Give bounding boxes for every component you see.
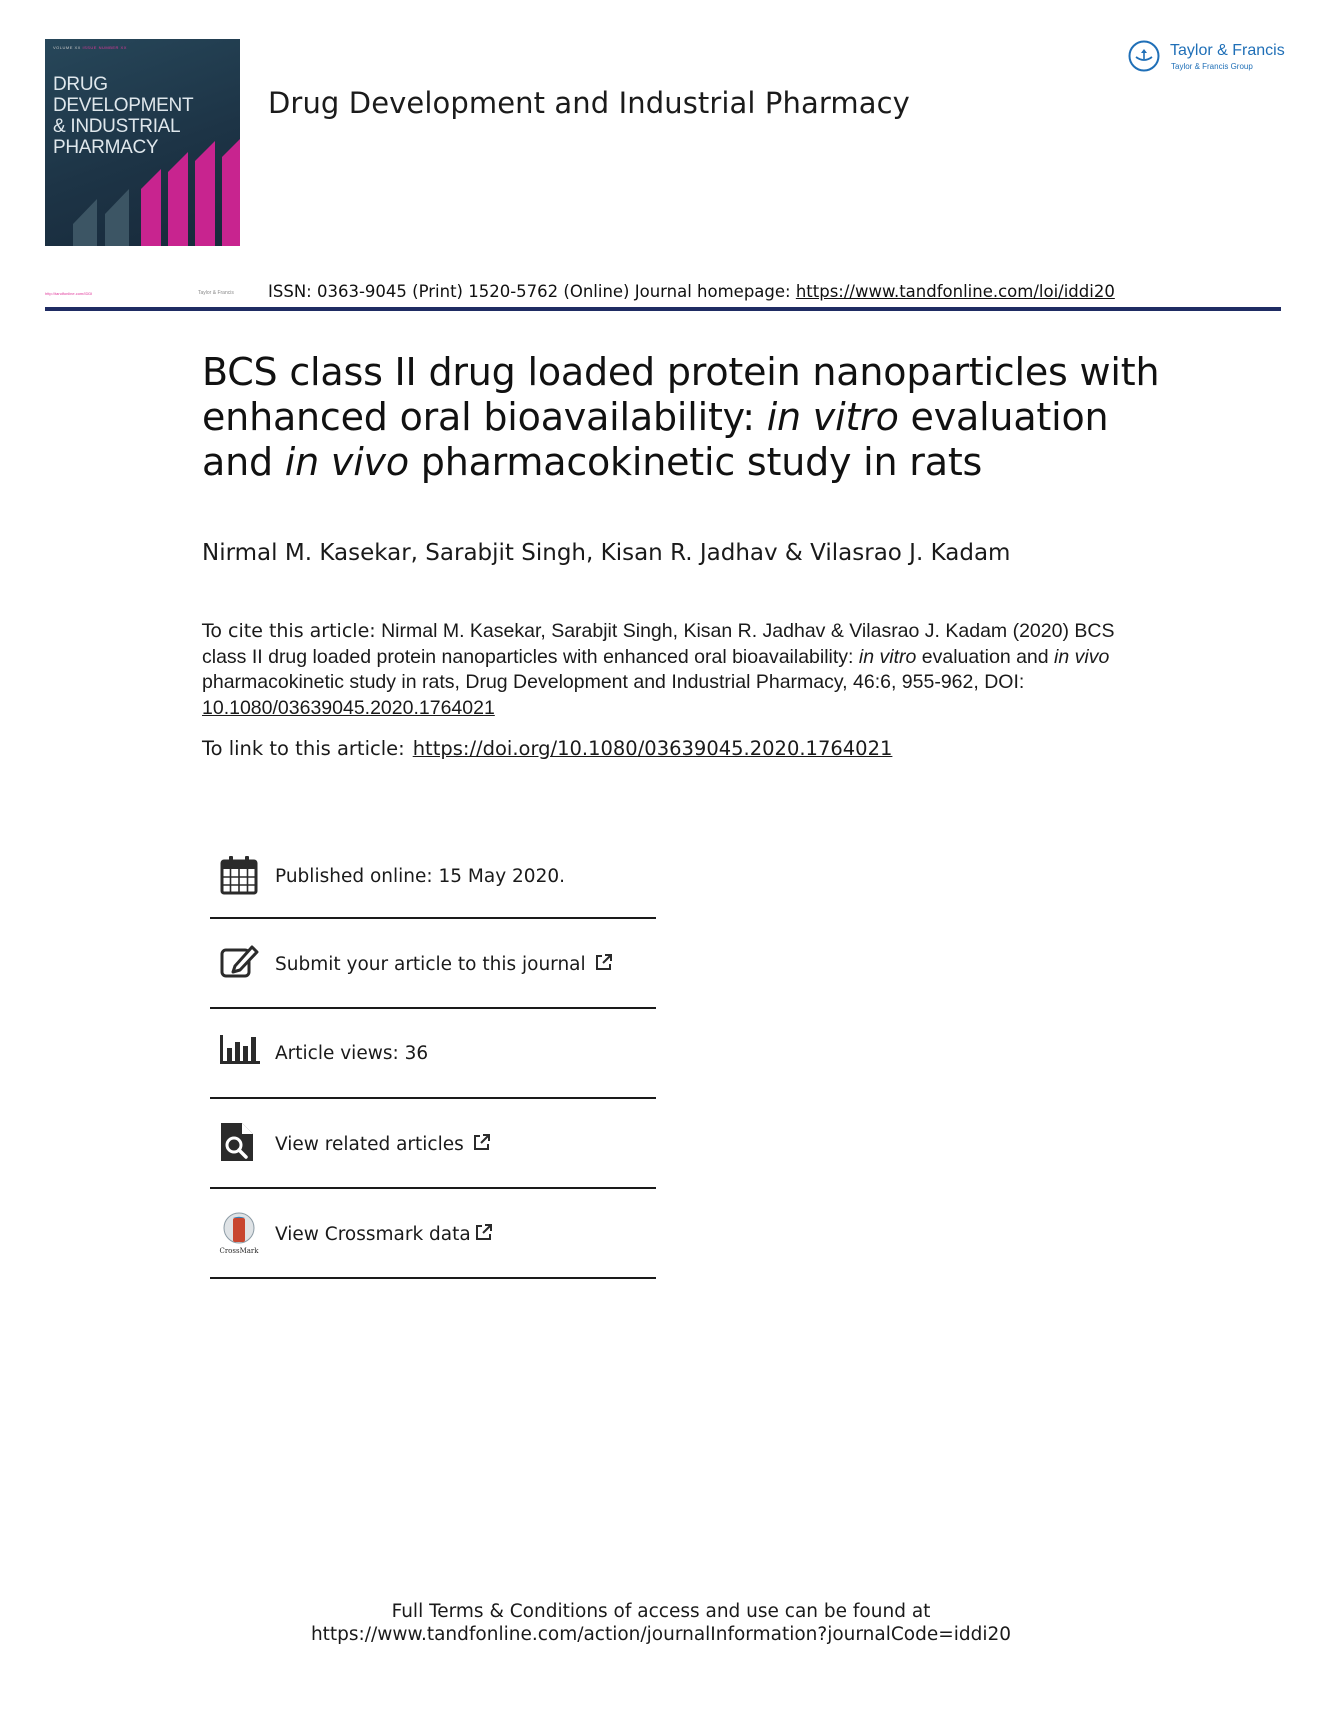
article-link-label: To link to this article: — [202, 737, 405, 760]
submit-article-link[interactable]: Submit your article to this journal — [275, 952, 614, 975]
citation-label: To cite this article: — [202, 620, 376, 642]
article-authors: Nirmal M. Kasekar, Sarabjit Singh, Kisan R. Jadhav & Vilasrao J. Kadam — [202, 540, 1011, 566]
edit-icon — [219, 941, 267, 985]
terms-footer — [0, 1600, 1322, 1646]
external-link-icon — [472, 1132, 492, 1152]
article-title: BCS class II drug loaded protein nanoparticles with enhanced oral bioavailability: in vitro evaluation and in vivo pharmacokinetic study in rats — [202, 350, 1160, 484]
publisher-group: Taylor & Francis Group — [1171, 62, 1253, 71]
citation-block: To cite this article: Nirmal M. Kasekar, Sarabjit Singh, Kisan R. Jadhav & Vilasrao J. Kadam (2020) BCS class II drug loaded protein nanoparticles with enhanced oral bioavailability: in vitro evaluation and in vivo pharmacokinetic study in rats, Drug Development and Industrial Pharmacy, 46:6, 955-962, DOI: 10.1080/03639045.2020.1764021 — [202, 620, 1115, 719]
header-divider — [45, 307, 1281, 311]
doi-link[interactable]: 10.1080/03639045.2020.1764021 — [202, 696, 495, 719]
journal-name[interactable]: Drug Development and Industrial Pharmacy — [268, 86, 910, 120]
submit-article-row[interactable] — [210, 919, 656, 1009]
article-link-line — [202, 737, 892, 760]
article-views: Article views: 36 — [275, 1042, 429, 1064]
bar-chart-icon — [219, 1031, 267, 1075]
document-search-icon — [219, 1121, 267, 1165]
related-articles-row[interactable] — [210, 1099, 656, 1189]
cover-title: DRUG DEVELOPMENT & INDUSTRIAL PHARMACY — [53, 74, 194, 158]
calendar-icon — [219, 854, 267, 898]
small-publisher-mark: Taylor & Francis — [198, 290, 234, 296]
article-views-row — [210, 1009, 656, 1099]
publisher-logo[interactable] — [1128, 38, 1288, 78]
terms-text: Full Terms & Conditions of access and use can be found at — [391, 1601, 931, 1622]
crossmark-link[interactable]: View Crossmark data — [275, 1222, 494, 1245]
article-info-list — [210, 835, 656, 1279]
crossmark-logo-text: CrossMark — [219, 1247, 259, 1255]
journal-cover — [45, 39, 240, 246]
published-date: Published online: 15 May 2020. — [275, 865, 566, 887]
published-row — [210, 835, 656, 919]
terms-url[interactable]: https://www.tandfonline.com/action/journalInformation?journalCode=iddi20 — [310, 1624, 1012, 1645]
cover-volume-line: VOLUME XX ISSUE NUMBER XX — [53, 45, 127, 50]
external-link-icon — [474, 1222, 494, 1242]
related-articles-link[interactable]: View related articles — [275, 1132, 492, 1155]
external-link-icon — [594, 952, 614, 972]
issn-text: ISSN: 0363-9045 (Print) 1520-5762 (Online) Journal homepage: — [268, 282, 796, 301]
issn-line — [268, 282, 1115, 301]
cover-footer-url: http://tandfonline.com/IDDI — [45, 291, 93, 296]
crossmark-icon — [219, 1211, 267, 1255]
publisher-name: Taylor & Francis — [1170, 42, 1285, 59]
taylor-francis-icon — [1128, 40, 1160, 72]
article-doi-url[interactable]: https://doi.org/10.1080/03639045.2020.1764021 — [412, 737, 893, 760]
crossmark-row[interactable] — [210, 1189, 656, 1279]
journal-homepage-link[interactable]: https://www.tandfonline.com/loi/iddi20 — [795, 282, 1115, 301]
